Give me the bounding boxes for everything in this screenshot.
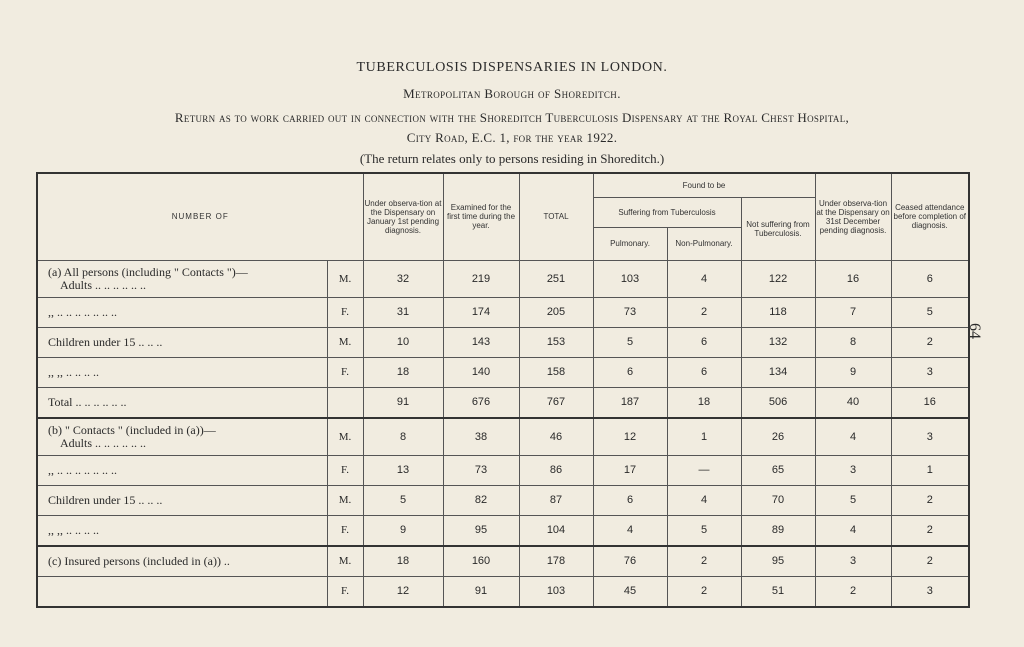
cell-value: 158 — [519, 357, 593, 387]
cell-value: 89 — [741, 515, 815, 546]
row-label-line1: (b) " Contacts " (included in (a))— — [48, 422, 216, 437]
cell-value: 18 — [363, 546, 443, 577]
header-found-to-be: Found to be — [593, 173, 815, 197]
cell-value: 6 — [891, 260, 969, 297]
cell-value: 8 — [815, 327, 891, 357]
cell-value: 3 — [891, 418, 969, 456]
return-heading-line2: City Road, E.C. 1, for the year 1922. — [406, 130, 618, 145]
cell-value: 5 — [593, 327, 667, 357]
borough-heading: Metropolitan Borough of Shoreditch. — [403, 86, 621, 101]
cell-value: 12 — [363, 576, 443, 607]
cell-value: 12 — [593, 418, 667, 456]
table-row — [37, 260, 969, 297]
row-label — [37, 297, 327, 327]
cell-value: 65 — [741, 455, 815, 485]
table-row — [37, 546, 969, 577]
cell-value: — — [667, 455, 741, 485]
cell-value: 3 — [815, 546, 891, 577]
header-under-observation-jan: Under observa-tion at the Dispensary on January 1st pending diagnosis. — [363, 173, 443, 260]
cell-value: 46 — [519, 418, 593, 456]
cell-value: 73 — [443, 455, 519, 485]
row-label-line1: (c) Insured persons (included in (a)) .. — [48, 553, 230, 568]
row-sex: F. — [327, 297, 363, 327]
cell-value: 132 — [741, 327, 815, 357]
cell-value: 4 — [815, 515, 891, 546]
table-row — [37, 387, 969, 418]
table-row — [37, 515, 969, 546]
row-label — [37, 387, 327, 418]
row-label — [37, 576, 327, 607]
cell-value: 767 — [519, 387, 593, 418]
cell-value: 134 — [741, 357, 815, 387]
cell-value: 10 — [363, 327, 443, 357]
cell-value: 2 — [891, 546, 969, 577]
row-label-line1: Children under 15 .. .. .. — [48, 492, 163, 507]
row-label-line1: (a) All persons (including " Contacts ")— — [48, 264, 248, 279]
cell-value: 6 — [593, 485, 667, 515]
table-row — [37, 485, 969, 515]
cell-value: 17 — [593, 455, 667, 485]
cell-value: 4 — [667, 485, 741, 515]
header-non-pulmonary: Non-Pulmonary. — [667, 227, 741, 260]
cell-value: 219 — [443, 260, 519, 297]
cell-value: 3 — [815, 455, 891, 485]
cell-value: 4 — [667, 260, 741, 297]
cell-value: 7 — [815, 297, 891, 327]
cell-value: 91 — [443, 576, 519, 607]
cell-value: 70 — [741, 485, 815, 515]
cell-value: 40 — [815, 387, 891, 418]
cell-value: 174 — [443, 297, 519, 327]
cell-value: 205 — [519, 297, 593, 327]
cell-value: 32 — [363, 260, 443, 297]
cell-value: 2 — [891, 327, 969, 357]
header-number-of: NUMBER OF — [37, 173, 363, 260]
row-label — [37, 418, 327, 456]
cell-value: 2 — [815, 576, 891, 607]
document-title: TUBERCULOSIS DISPENSARIES IN LONDON. — [356, 60, 668, 75]
cell-value: 2 — [667, 546, 741, 577]
cell-value: 3 — [891, 576, 969, 607]
cell-value: 31 — [363, 297, 443, 327]
cell-value: 1 — [667, 418, 741, 456]
row-sex: F. — [327, 357, 363, 387]
cell-value: 9 — [363, 515, 443, 546]
cell-value: 187 — [593, 387, 667, 418]
cell-value: 506 — [741, 387, 815, 418]
cell-value: 104 — [519, 515, 593, 546]
cell-value: 4 — [815, 418, 891, 456]
header-not-suffering: Not suffering from Tuberculosis. — [741, 197, 815, 260]
cell-value: 87 — [519, 485, 593, 515]
return-heading-line1: Return as to work carried out in connection with the Shoreditch Tuberculosis Dispensary at the Royal Chest Hospital, — [174, 110, 850, 125]
cell-value: 4 — [593, 515, 667, 546]
row-label — [37, 357, 327, 387]
cell-value: 676 — [443, 387, 519, 418]
cell-value: 140 — [443, 357, 519, 387]
header-ceased-attendance: Ceased attendance before completion of diagnosis. — [891, 173, 969, 260]
cell-value: 6 — [667, 327, 741, 357]
row-sex: F. — [327, 515, 363, 546]
row-label-line2: Adults .. .. .. .. .. .. — [60, 435, 147, 450]
row-sex: M. — [327, 418, 363, 456]
cell-value: 9 — [815, 357, 891, 387]
cell-value: 1 — [891, 455, 969, 485]
cell-value: 103 — [519, 576, 593, 607]
row-sex: F. — [327, 455, 363, 485]
cell-value: 73 — [593, 297, 667, 327]
cell-value: 51 — [741, 576, 815, 607]
cell-value: 91 — [363, 387, 443, 418]
page-number: 64 — [966, 323, 983, 339]
header-suffering: Suffering from Tuberculosis — [593, 197, 741, 227]
row-sex: M. — [327, 327, 363, 357]
cell-value: 2 — [891, 515, 969, 546]
cell-value: 8 — [363, 418, 443, 456]
row-label — [37, 260, 327, 297]
cell-value: 122 — [741, 260, 815, 297]
row-sex — [327, 387, 363, 418]
header-total: TOTAL — [519, 173, 593, 260]
cell-value: 18 — [667, 387, 741, 418]
row-label-line1: ,, ,, .. .. .. .. — [48, 522, 99, 537]
cell-value: 118 — [741, 297, 815, 327]
table-row — [37, 297, 969, 327]
table-row — [37, 327, 969, 357]
cell-value: 18 — [363, 357, 443, 387]
table-row — [37, 455, 969, 485]
table-header — [37, 173, 969, 260]
table-row — [37, 576, 969, 607]
table-body — [37, 260, 969, 607]
cell-value: 153 — [519, 327, 593, 357]
cell-value: 86 — [519, 455, 593, 485]
scope-note: (The return relates only to persons residing in Shoreditch.) — [359, 151, 665, 166]
cell-value: 45 — [593, 576, 667, 607]
cell-value: 160 — [443, 546, 519, 577]
row-label — [37, 515, 327, 546]
cell-value: 143 — [443, 327, 519, 357]
row-label-line1: ,, .. .. .. .. .. .. .. — [48, 462, 117, 477]
cell-value: 6 — [667, 357, 741, 387]
cell-value: 95 — [741, 546, 815, 577]
cell-value: 16 — [815, 260, 891, 297]
cell-value: 3 — [891, 357, 969, 387]
dispensary-return-table — [36, 172, 970, 608]
header-pulmonary: Pulmonary. — [593, 227, 667, 260]
row-sex: M. — [327, 546, 363, 577]
cell-value: 82 — [443, 485, 519, 515]
row-sex: M. — [327, 260, 363, 297]
cell-value: 16 — [891, 387, 969, 418]
cell-value: 5 — [815, 485, 891, 515]
cell-value: 95 — [443, 515, 519, 546]
cell-value: 5 — [363, 485, 443, 515]
table-row — [37, 418, 969, 456]
row-label-line2: Adults .. .. .. .. .. .. — [60, 277, 147, 292]
cell-value: 103 — [593, 260, 667, 297]
cell-value: 178 — [519, 546, 593, 577]
row-sex: F. — [327, 576, 363, 607]
header-under-observation-dec: Under observa-tion at the Dispensary on 31st December pending diagnosis. — [815, 173, 891, 260]
cell-value: 6 — [593, 357, 667, 387]
cell-value: 26 — [741, 418, 815, 456]
cell-value: 2 — [667, 576, 741, 607]
cell-value: 251 — [519, 260, 593, 297]
row-label — [37, 455, 327, 485]
cell-value: 38 — [443, 418, 519, 456]
row-label — [37, 485, 327, 515]
row-sex: M. — [327, 485, 363, 515]
cell-value: 2 — [891, 485, 969, 515]
cell-value: 5 — [891, 297, 969, 327]
table-row — [37, 357, 969, 387]
cell-value: 76 — [593, 546, 667, 577]
row-label-line1: Total .. .. .. .. .. .. — [48, 394, 127, 409]
row-label-line1: ,, .. .. .. .. .. .. .. — [48, 304, 117, 319]
header-examined: Examined for the first time during the year. — [443, 173, 519, 260]
cell-value: 13 — [363, 455, 443, 485]
row-label — [37, 546, 327, 577]
cell-value: 5 — [667, 515, 741, 546]
row-label-line1: Children under 15 .. .. .. — [48, 334, 163, 349]
cell-value: 2 — [667, 297, 741, 327]
row-label — [37, 327, 327, 357]
row-label-line1: ,, ,, .. .. .. .. — [48, 364, 99, 379]
